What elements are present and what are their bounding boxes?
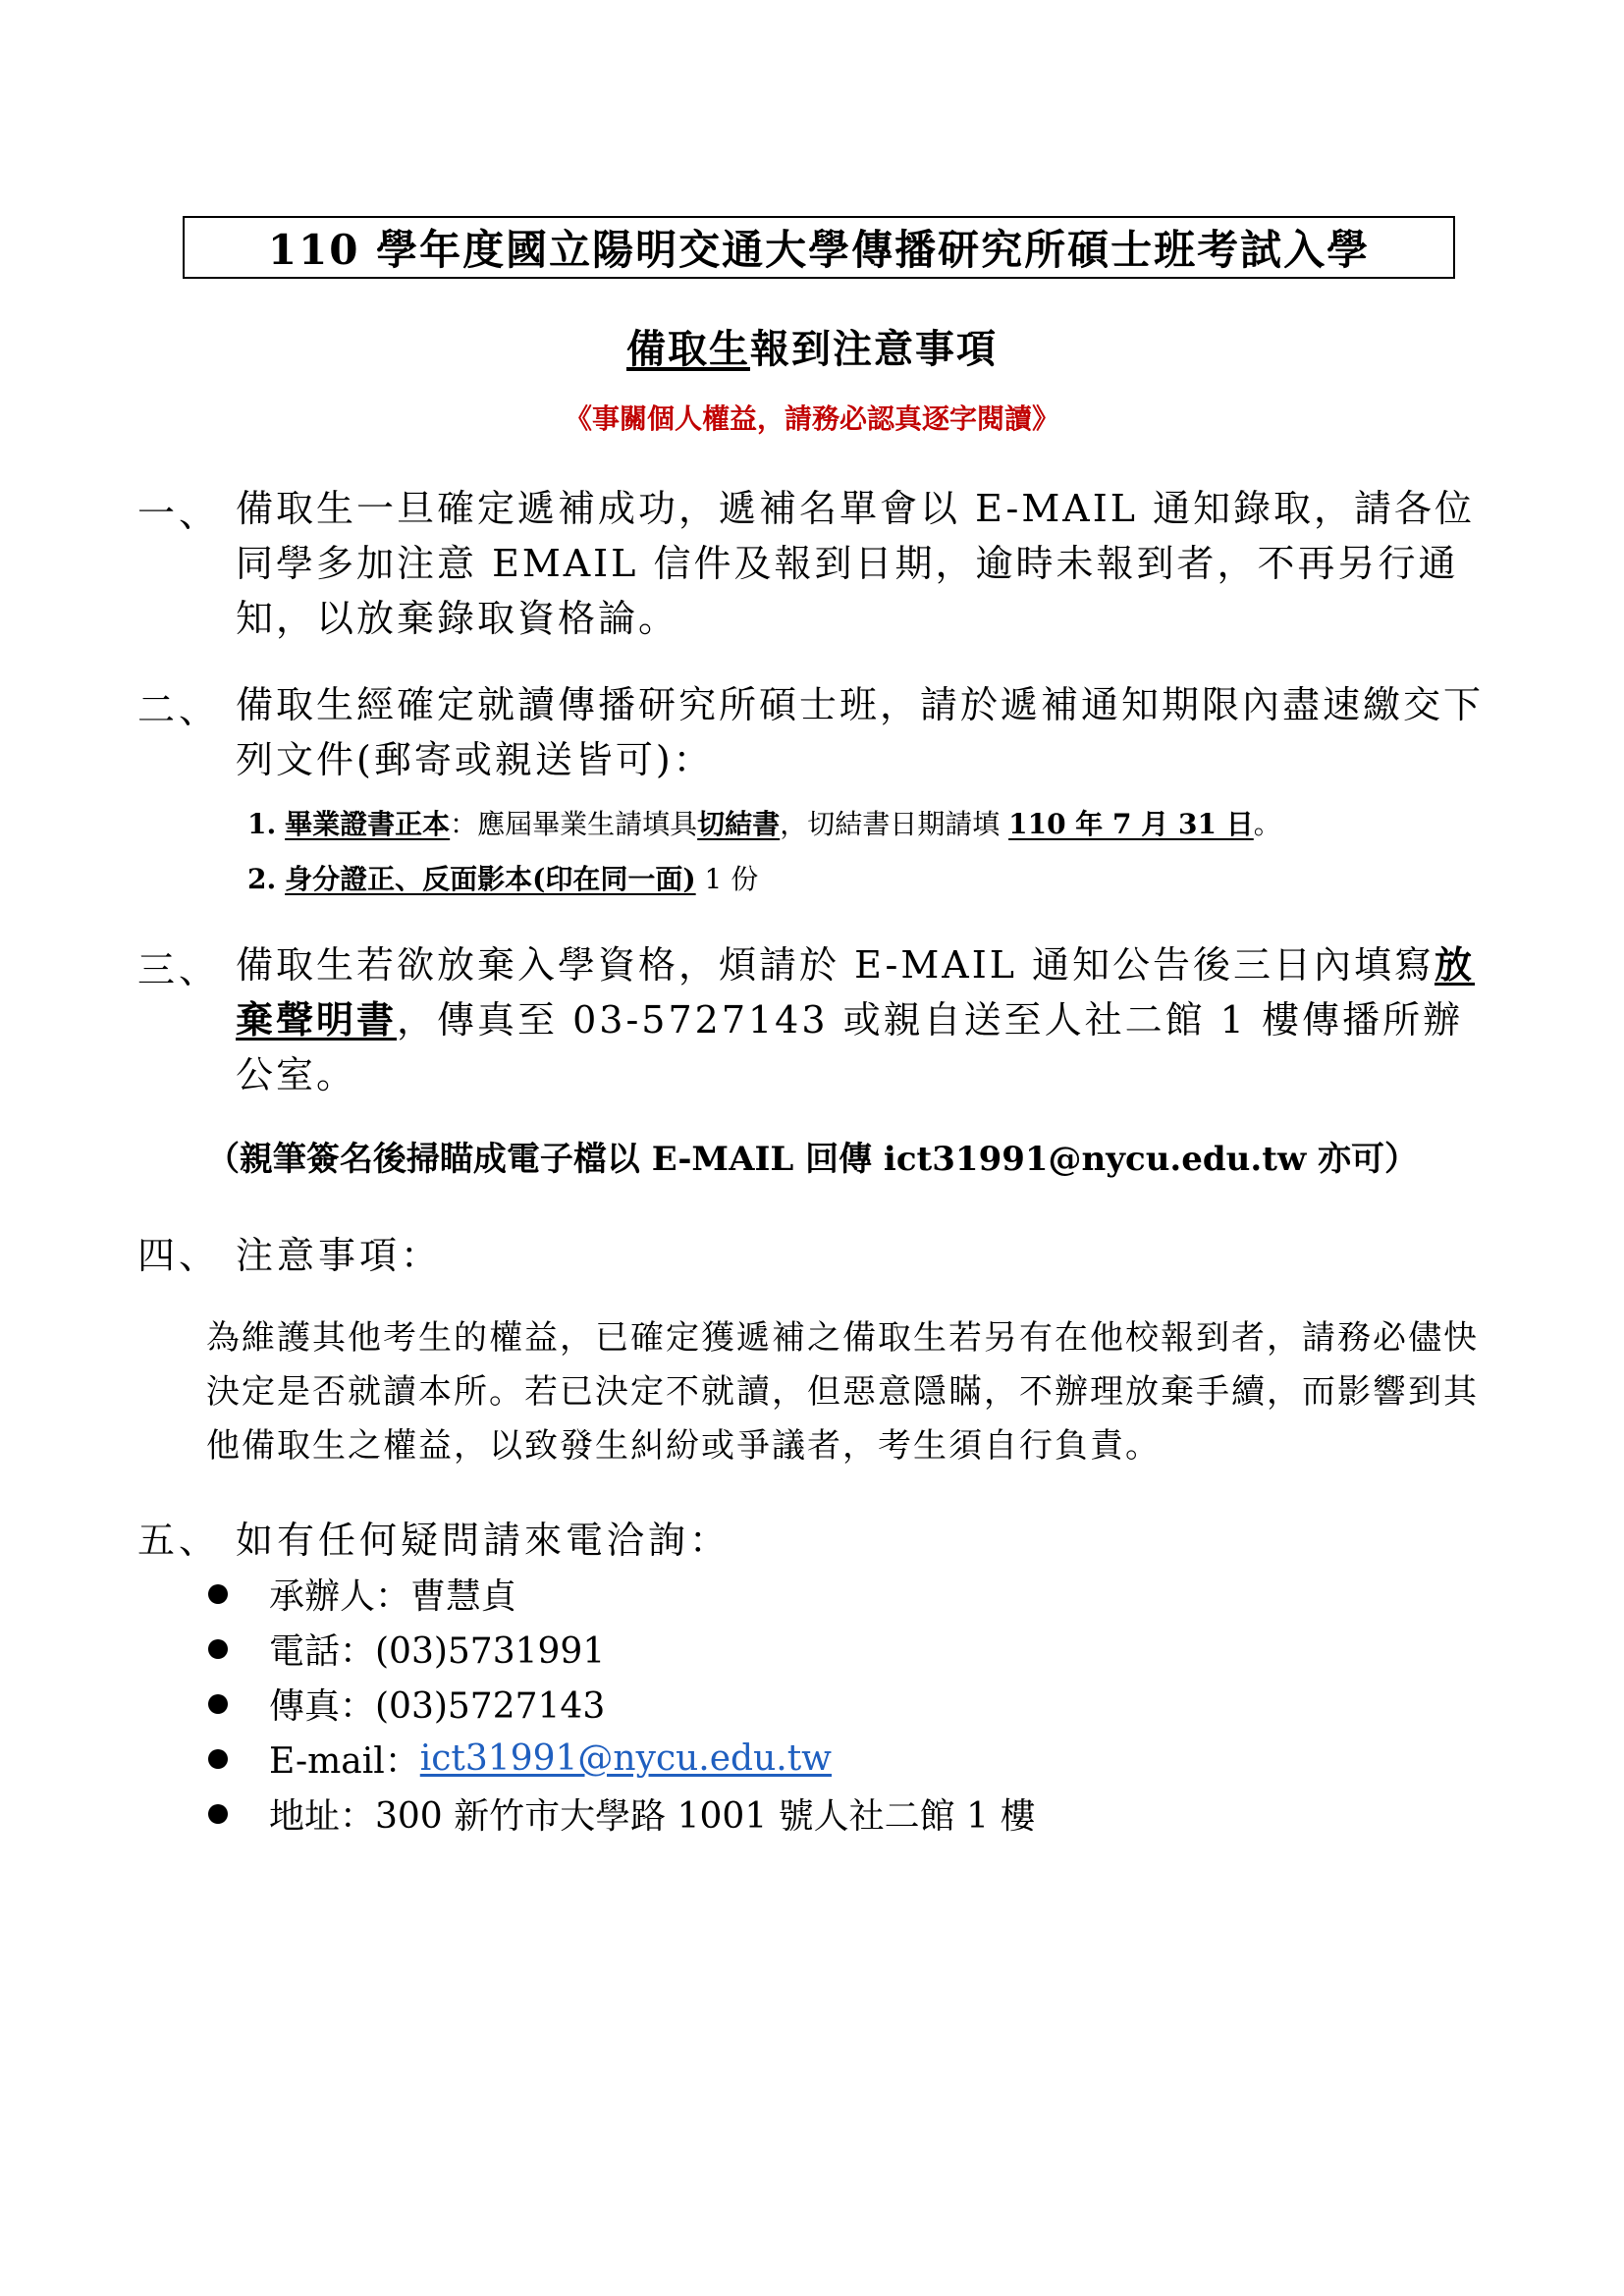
subtitle-underlined: 備取生 — [626, 326, 750, 372]
document-title — [183, 216, 1455, 279]
section-3-text-b: ，傳真至 03-5727143 或親自送至人社二館 1 樓傳播所辦公室。 — [236, 998, 1463, 1096]
contact-phone — [208, 1624, 605, 1674]
document-title-text: 110 學年度國立陽明交通大學傳播研究所碩士班考試入學 — [267, 226, 1371, 274]
item-2-document: 身分證正、反面影本(印在同一面) — [285, 863, 696, 895]
item-1-document: 畢業證書正本 — [285, 808, 451, 840]
section-1-label: 一、 — [137, 492, 221, 535]
subtitle-rest: 報到注意事項 — [750, 326, 998, 372]
contact-person-text: 承辦人：曹慧貞 — [269, 1576, 517, 1617]
contact-email — [208, 1734, 832, 1784]
item-2-number: 2. — [247, 863, 277, 895]
item-1-end: 。 — [1253, 808, 1281, 840]
item-1-date: 110 年 7 月 31 日 — [1008, 808, 1254, 840]
contact-phone-text: 電話：(03)5731991 — [269, 1631, 606, 1672]
contact-fax — [208, 1679, 605, 1729]
bullet-icon — [208, 1749, 228, 1769]
contact-email-link[interactable]: ict31991@nycu.edu.tw — [419, 1738, 832, 1779]
document-item-2 — [247, 858, 758, 897]
section-3-text — [236, 937, 1488, 1102]
bullet-icon — [208, 1804, 228, 1824]
section-1-text: 備取生一旦確定遞補成功，遞補名單會以 E-MAIL 通知錄取，請各位同學多加注意 EMAIL 信件及報到日期，逾時未報到者，不再另行通知，以放棄錄取資格論。 — [236, 487, 1476, 640]
document-item-1 — [247, 803, 1281, 842]
section-5-heading: 如有任何疑問請來電洽詢： — [236, 1519, 731, 1562]
contact-person — [208, 1569, 516, 1619]
section-4-label: 四、 — [137, 1234, 221, 1277]
item-2-quantity: 1 份 — [704, 863, 759, 895]
email-reply-note: （親筆簽名後掃瞄成電子檔以 E-MAIL 回傳 ict31991@nycu.edu.tw 亦可） — [205, 1140, 1419, 1179]
section-3-text-a: 備取生若欲放棄入學資格，煩請於 E-MAIL 通知公告後三日內填寫 — [236, 943, 1435, 987]
bullet-icon — [208, 1694, 228, 1714]
item-1-text-a: ：應屆畢業生請填具 — [450, 808, 698, 840]
item-1-number: 1. — [247, 808, 277, 840]
item-1-text-b: ，切結書日期請填 — [780, 808, 1001, 840]
section-2-text: 備取生經確定就讀傳播研究所碩士班，請於遞補通知期限內盡速繳交下列文件(郵寄或親送皆可)： — [236, 683, 1485, 781]
document-subtitle — [0, 318, 1624, 374]
contact-address — [208, 1789, 1035, 1839]
bullet-icon — [208, 1639, 228, 1659]
section-5-label: 五、 — [137, 1519, 221, 1562]
contact-address-text: 地址：300 新竹市大學路 1001 號人社二館 1 樓 — [269, 1796, 1036, 1837]
important-notice: 《事關個人權益，請務必認真逐字閱讀》 — [564, 402, 1059, 435]
section-2-label: 二、 — [137, 688, 221, 731]
contact-email-label: E-mail： — [269, 1741, 420, 1782]
section-4-text: 為維護其他考生的權益，已確定獲遞補之備取生若另有在他校報到者，請務必儘快決定是否就讀本所。若已決定不就讀，但惡意隱瞞，不辦理放棄手續，而影響到其他備取生之權益，以致發生糾紛或爭議者，考生須自行負責。 — [206, 1318, 1479, 1466]
section-3-label: 三、 — [137, 948, 221, 991]
section-4-heading: 注意事項： — [236, 1234, 443, 1277]
waiver-form-name: 放棄聲明書 — [236, 942, 1476, 1041]
item-1-affidavit: 切結書 — [697, 808, 781, 840]
bullet-icon — [208, 1584, 228, 1604]
contact-fax-text: 傳真：(03)5727143 — [269, 1686, 606, 1727]
